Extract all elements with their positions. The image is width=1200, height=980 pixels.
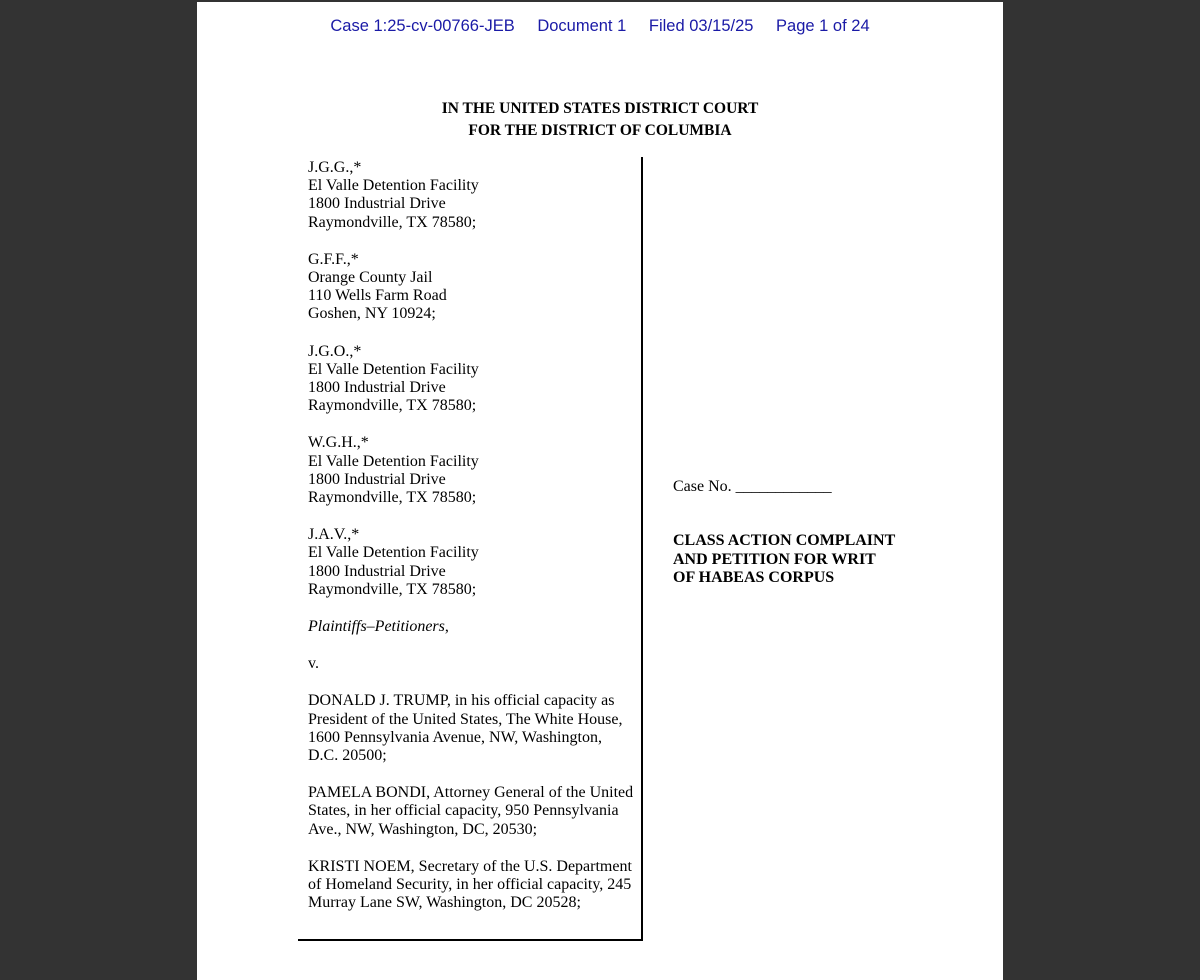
document-title-line-3: OF HABEAS CORPUS — [673, 569, 835, 586]
plaintiff-entry — [308, 343, 640, 416]
plaintiff-facility: El Valle Detention Facility — [308, 452, 479, 470]
document-page — [197, 2, 1003, 980]
defendant-line: PAMELA BONDI, Attorney General of the United — [308, 784, 634, 802]
defendant-line: D.C. 20500; — [308, 747, 387, 765]
case-number-header: Case 1:25-cv-00766-JEB — [330, 17, 515, 35]
plaintiff-name: J.G.O.,* — [308, 342, 362, 360]
plaintiff-street: 1800 Industrial Drive — [308, 562, 446, 580]
plaintiff-name: J.G.G.,* — [308, 159, 362, 176]
plaintiff-street: 110 Wells Farm Road — [308, 287, 447, 305]
caption-divider-vertical — [641, 157, 643, 941]
plaintiff-city: Raymondville, TX 78580; — [308, 213, 477, 231]
plaintiff-facility: El Valle Detention Facility — [308, 360, 479, 378]
plaintiff-street: 1800 Industrial Drive — [308, 379, 446, 397]
court-title-line-2: FOR THE DISTRICT OF COLUMBIA — [468, 122, 732, 139]
defendant-line: 1600 Pennsylvania Avenue, NW, Washington, — [308, 728, 602, 746]
defendant-line: Murray Lane SW, Washington, DC 20528; — [308, 894, 581, 912]
plaintiff-facility: El Valle Detention Facility — [308, 544, 479, 562]
plaintiff-city: Raymondville, TX 78580; — [308, 397, 477, 415]
caption-divider-horizontal — [298, 939, 642, 941]
defendant-line: Ave., NW, Washington, DC, 20530; — [308, 820, 538, 838]
plaintiff-name: W.G.H.,* — [308, 434, 369, 452]
document-title-line-1: CLASS ACTION COMPLAINT — [673, 532, 896, 549]
defendant-entry — [308, 692, 640, 765]
plaintiff-street: 1800 Industrial Drive — [308, 195, 446, 213]
versus-label: v. — [308, 655, 319, 673]
plaintiff-name: G.F.F.,* — [308, 250, 359, 268]
defendant-line: President of the United States, The White House, — [308, 710, 623, 728]
plaintiff-entry — [308, 526, 640, 599]
plaintiff-facility: Orange County Jail — [308, 269, 433, 287]
document-number-header: Document 1 — [537, 17, 627, 35]
plaintiff-facility: El Valle Detention Facility — [308, 177, 479, 195]
plaintiff-city: Goshen, NY 10924; — [308, 305, 436, 323]
plaintiff-street: 1800 Industrial Drive — [308, 470, 446, 488]
document-title — [673, 532, 895, 588]
plaintiff-city: Raymondville, TX 78580; — [308, 580, 477, 598]
plaintiff-entry — [308, 159, 640, 232]
plaintiff-entry — [308, 434, 640, 507]
filed-date-header: Filed 03/15/25 — [648, 17, 754, 35]
party-label — [308, 618, 640, 636]
party-label-suffix: , — [444, 618, 449, 636]
defendant-line: KRISTI NOEM, Secretary of the U.S. Department — [308, 857, 632, 875]
defendant-line: States, in her official capacity, 950 Pennsylvania — [308, 802, 619, 820]
document-title-line-2: AND PETITION FOR WRIT — [673, 550, 876, 568]
plaintiff-city: Raymondville, TX 78580; — [308, 489, 477, 507]
ecf-header — [197, 17, 1003, 36]
plaintiff-name: J.A.V.,* — [308, 526, 360, 544]
plaintiff-entry — [308, 251, 640, 324]
defendant-entry — [308, 784, 640, 839]
defendant-line: of Homeland Security, in her official capacity, 245 — [308, 876, 632, 894]
caption-parties — [308, 159, 640, 913]
case-number-field: Case No. ____________ — [673, 478, 832, 495]
court-title — [197, 98, 1003, 142]
defendant-entry — [308, 858, 640, 913]
court-title-line-1: IN THE UNITED STATES DISTRICT COURT — [441, 100, 759, 117]
defendant-line: DONALD J. TRUMP, in his official capacity as — [308, 692, 615, 710]
party-label-text: Plaintiffs–Petitioners — [308, 618, 445, 636]
page-number-header: Page 1 of 24 — [776, 17, 870, 35]
